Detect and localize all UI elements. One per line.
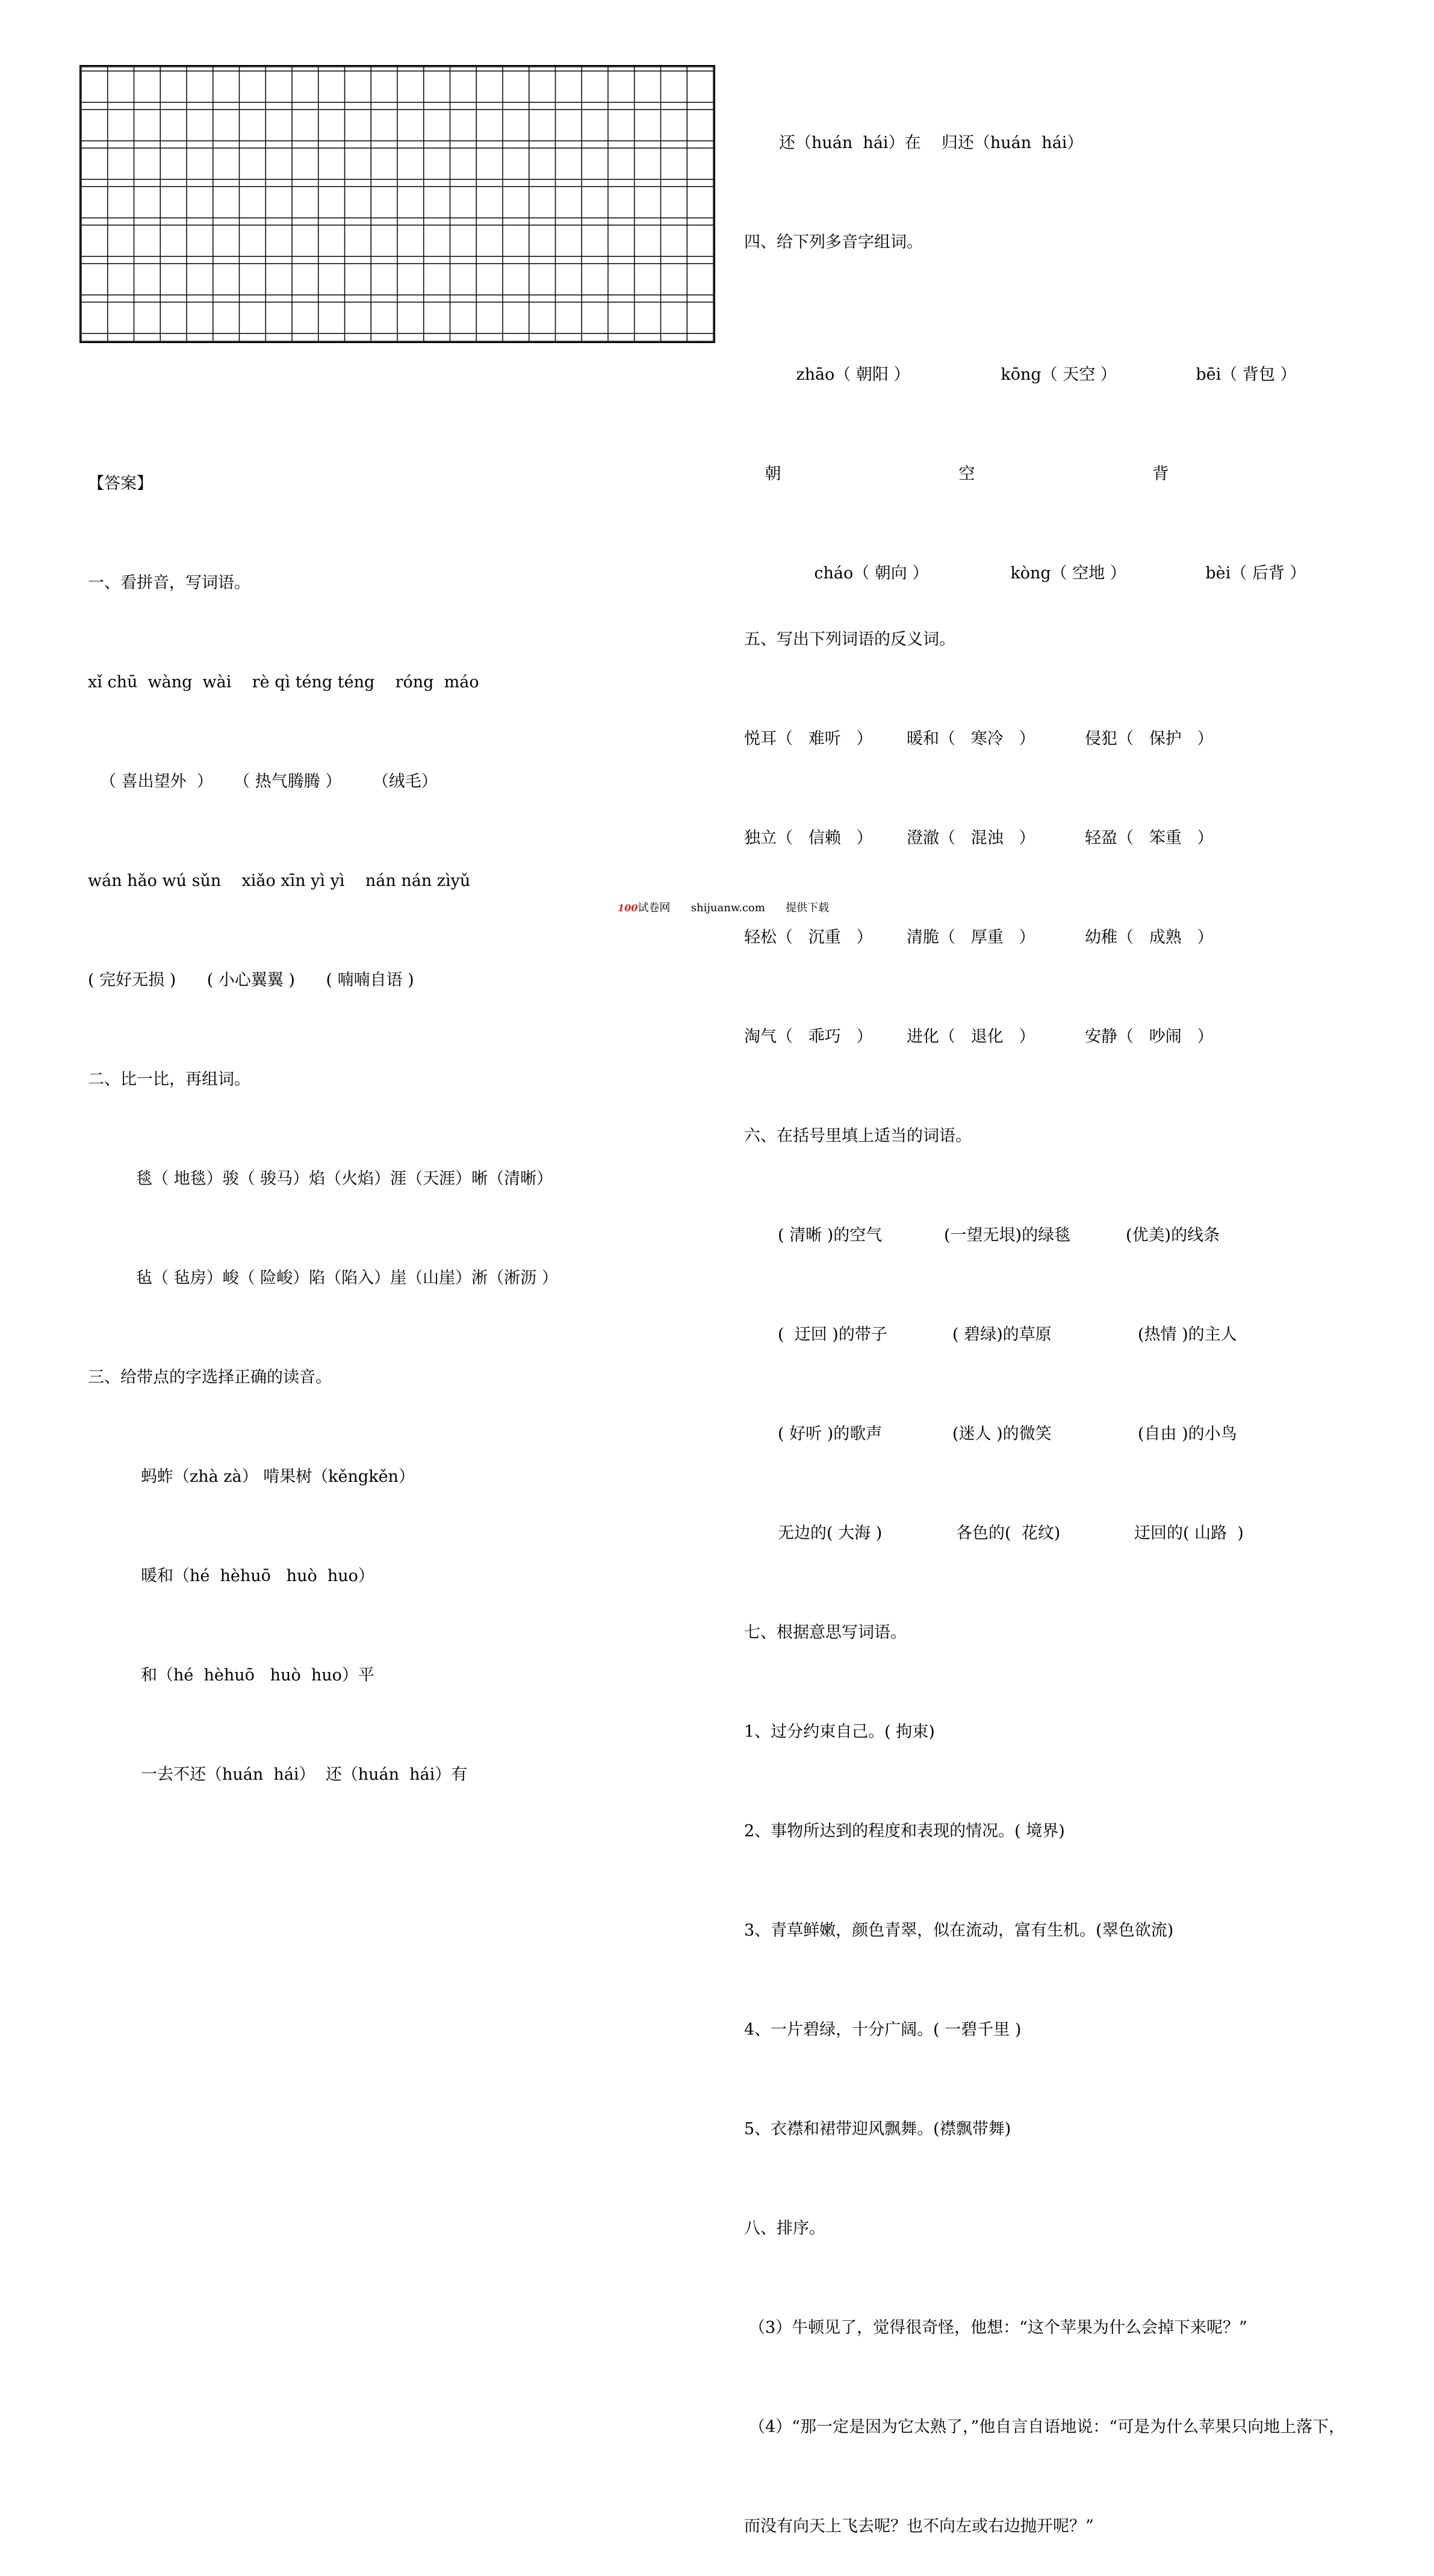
antonym-row (744, 921, 1345, 954)
section3-row1: 蚂蚱（zhà zà） 啃果树（kěngkěn） (141, 1467, 415, 1486)
meaning-item: 4、一片碧绿，十分广阔。( 一碧千里 ) (744, 2020, 1022, 2039)
antonym-row (744, 722, 1345, 755)
antonym-item: 安静（ 吵闹 ） (1085, 1027, 1214, 1046)
polyphone-top-3: bēi（ 背包 ） (1196, 365, 1297, 384)
section1-words-row2: ( 完好无损 ) ( 小心翼翼 ) ( 喃喃自语 ) (88, 971, 414, 989)
antonym-item: 清脆（ 厚重 ） (907, 928, 1035, 947)
antonym-row (744, 822, 1345, 855)
section4-bottom-row (744, 524, 1345, 583)
fill-phrase-item: ( 碧绿)的草原 (952, 1325, 1052, 1344)
polyphone-bottom-1: cháo（ 朝向 ） (814, 564, 929, 583)
antonym-item: 悦耳（ 难听 ） (744, 729, 873, 748)
polyphone-bottom-2: kòng（ 空地 ） (1010, 564, 1126, 583)
section3-title: 三、给带点的字选择正确的读音。 (88, 1368, 332, 1387)
section6-title: 六、在括号里填上适当的词语。 (744, 1127, 972, 1145)
site-logo: 100 (618, 902, 638, 914)
antonym-item: 轻松（ 沉重 ） (744, 928, 873, 947)
section5-title: 五、写出下列词语的反义词。 (744, 630, 955, 649)
fill-phrase-item: (迷人 )的微笑 (952, 1425, 1052, 1443)
answers-right-column (744, 60, 1345, 2576)
antonym-item: 幼稚（ 成熟 ） (1085, 928, 1214, 947)
antonym-item: 轻盈（ 笨重 ） (1085, 829, 1214, 847)
fill-phrase-item: ( 清晰 )的空气 (778, 1226, 883, 1245)
section8-title: 八、排序。 (744, 2219, 825, 2238)
section1-pinyin-row2: wán hǎo wú sǔn xiǎo xīn yì yì nán nán zìyǔ (88, 872, 471, 890)
ordering-item: （4）“那一定是因为它太熟了，”他自言自语地说：“可是为什么苹果只向地上落下， (749, 2418, 1346, 2436)
section3-row3: 和（hé hèhuō huò huo）平 (141, 1666, 374, 1685)
ordering-item: 而没有向天上飞去呢？也不向左或右边抛开呢？” (744, 2517, 1094, 2536)
fill-phrase-item: (热情 )的主人 (1138, 1325, 1237, 1344)
meaning-item: 5、衣襟和裙带迎风飘舞。(襟飘带舞) (744, 2120, 1011, 2138)
polyphone-top-1: zhāo（ 朝阳 ） (796, 365, 910, 384)
fill-phrase-item: (优美)的线条 (1126, 1226, 1220, 1245)
antonym-item: 暖和（ 寒冷 ） (907, 729, 1035, 748)
site-name: 试卷网 (638, 902, 671, 914)
antonym-item: 独立（ 信赖 ） (744, 829, 873, 847)
fill-phrase-item: (一望无垠)的绿毯 (944, 1226, 1071, 1245)
fill-phrase-item: ( 迂回 )的带子 (778, 1325, 887, 1344)
fill-phrase-item: 迂回的( 山路 ) (1134, 1524, 1244, 1543)
section4-title: 四、给下列多音字组词。 (744, 233, 923, 252)
polyphone-bottom-3: bèi（ 后背 ） (1205, 564, 1306, 583)
fill-phrase-row (744, 1219, 1345, 1252)
fill-phrase-row (744, 1517, 1345, 1550)
antonym-item: 淘气（ 乖巧 ） (744, 1027, 873, 1046)
fill-phrase-row (744, 1417, 1345, 1451)
ordering-item: （3）牛顿见了，觉得很奇怪，他想：“这个苹果为什么会掉下来呢？” (749, 2318, 1247, 2337)
fill-phrase-item: 各色的( 花纹) (956, 1524, 1061, 1543)
meaning-item: 3、青草鲜嫩，颜色青翠，似在流动，富有生机。(翠色欲流) (744, 1921, 1174, 1940)
polyphone-char-3: 背 (1152, 465, 1169, 483)
antonym-item: 进化（ 退化 ） (907, 1027, 1035, 1046)
answer-header: 【答案】 (88, 474, 153, 493)
section7-title: 七、根据意思写词语。 (744, 1623, 907, 1642)
section3-continued-line: 还（huán hái）在 归还（huán hái） (779, 134, 1084, 152)
section2-row2: 毡（ 毡房）峻（ 险峻）陷（陷入）崖（山崖）淅（淅沥 ） (136, 1269, 558, 1287)
section3-row4: 一去不还（huán hái） 还（huán hái）有 (141, 1765, 468, 1784)
answers-left-column (88, 401, 558, 1824)
section1-title: 一、看拼音，写词语。 (88, 574, 250, 592)
antonym-row (744, 1020, 1345, 1053)
site-domain: shijuanw.com (691, 902, 765, 914)
section3-row2: 暖和（hé hèhuō huò huo） (141, 1567, 374, 1585)
polyphone-char-2: 空 (958, 465, 975, 483)
section2-title: 二、比一比，再组词。 (88, 1070, 250, 1089)
writing-grid (79, 65, 715, 342)
polyphone-top-2: kōng（ 天空 ） (1001, 365, 1117, 384)
meaning-item: 1、过分约束自己。( 拘束) (744, 1723, 935, 1741)
section1-pinyin-row1: xǐ chū wàng wài rè qì téng téng róng máo (88, 673, 479, 692)
page-footer (618, 901, 829, 915)
section4-top-row (744, 325, 1345, 384)
download-note: 提供下载 (786, 902, 830, 914)
fill-phrase-row (744, 1318, 1345, 1351)
fill-phrase-item: 无边的( 大海 ) (778, 1524, 883, 1543)
meaning-item: 2、事物所达到的程度和表现的情况。( 境界) (744, 1822, 1065, 1841)
polyphone-char-1: 朝 (765, 465, 781, 483)
section4-char-row (744, 424, 1345, 483)
antonym-item: 澄澈（ 混浊 ） (907, 829, 1035, 847)
fill-phrase-item: ( 好听 )的歌声 (778, 1425, 883, 1443)
section2-row1: 毯（ 地毯）骏（ 骏马）焰（火焰）涯（天涯）晰（清晰） (136, 1169, 553, 1188)
fill-phrase-item: (自由 )的小鸟 (1138, 1425, 1237, 1443)
section1-words-row1: （ 喜出望外 ） （ 热气腾腾 ） （绒毛） (100, 772, 438, 791)
antonym-item: 侵犯（ 保护 ） (1085, 729, 1214, 748)
